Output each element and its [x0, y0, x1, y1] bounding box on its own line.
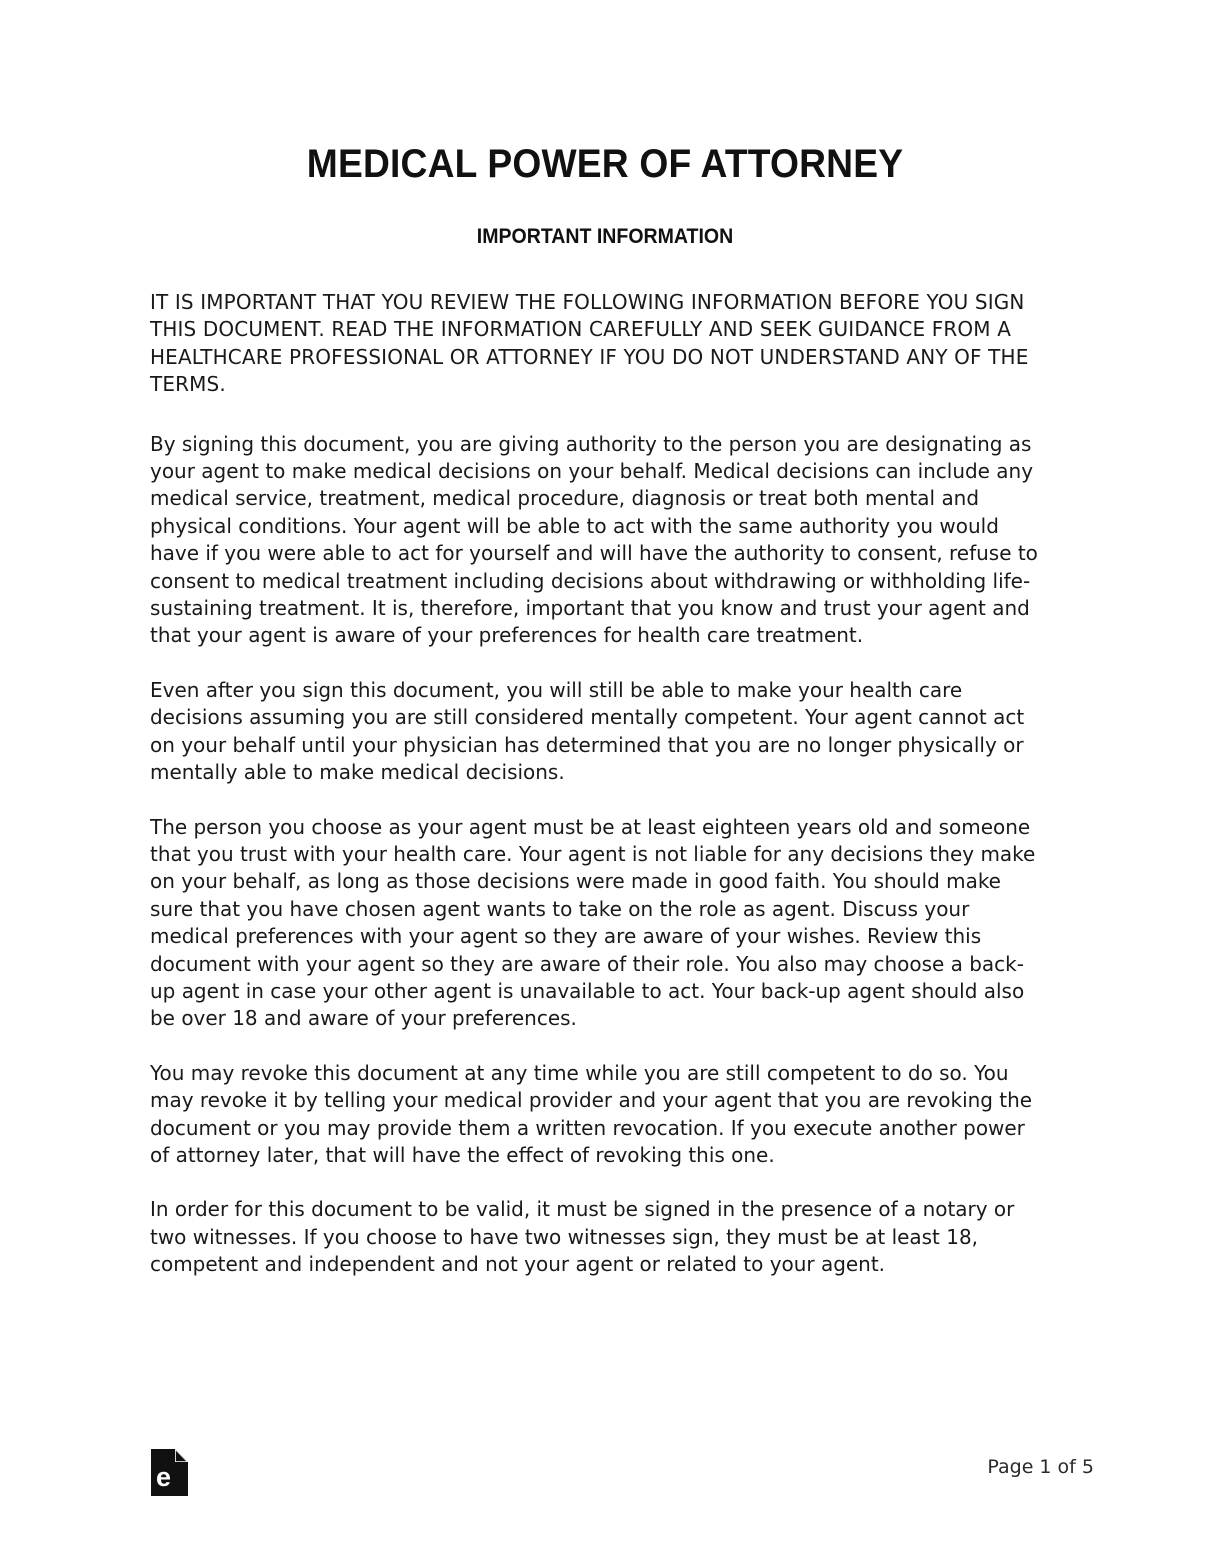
paragraph-choosing-agent: The person you choose as your agent must be at least eighteen years old and someone that you trust with your health care. Your agent is not liable for any decisions they make on your behalf, as long as those decisions were made in good faith. You should make sure that you have chosen agent wants to take on the role as agent. Discuss your medical preferences with your agent so they are aware of your wishes. Review this document with your agent so they are aware of their role. You also may choose a back-up agent in case your other agent is unavailable to act. Your back-up agent should also be over 18 and aware of your preferences. — [150, 814, 1036, 1031]
section-heading-important-information: IMPORTANT INFORMATION — [476, 225, 734, 248]
document-content — [150, 0, 1060, 1279]
page-title: MEDICAL POWER OF ATTORNEY — [306, 142, 904, 186]
page-number-label: Page 1 of 5 — [987, 1456, 1094, 1478]
eforms-document-icon — [151, 1449, 188, 1496]
paragraph-competency: Even after you sign this document, you will still be able to make your health care decisions assuming you are still considered mentally competent. Your agent cannot act on your behalf until your physician has determined that you are no longer physically or mentally able to make medical decisions. — [150, 677, 1025, 785]
paragraph-revocation: You may revoke this document at any time while you are still competent to do so. You may revoke it by telling your medical provider and your agent that you are revoking the document or you may provide them a written revocation. If you execute another power of attorney later, that will have the effect of revoking this one. — [150, 1060, 1033, 1167]
page-footer — [0, 1436, 1207, 1556]
important-notice-text: IT IS IMPORTANT THAT YOU REVIEW THE FOLLOWING INFORMATION BEFORE YOU SIGN THIS DOCUMENT. READ THE INFORMATION CAREFULLY AND SEEK GUIDANCE FROM A HEALTHCARE PROFESSIONAL OR ATTORNEY IF YOU DO NOT UNDERSTAND ANY OF THE TERMS. — [150, 290, 1029, 397]
svg-text:e: e — [155, 1462, 172, 1492]
paragraph-authority-of-agent: By signing this document, you are giving authority to the person you are designating as your agent to make medical decisions on your behalf. Medical decisions can include any medical service, treatment, medical procedure, diagnosis or treat both mental and physical conditions. Your agent will be able to act with the same authority you would have if you were able to act for yourself and will have the authority to consent, refuse to consent to medical treatment including decisions about withdrawing or withholding life-sustaining treatment. It is, therefore, important that you know and trust your agent and that your agent is aware of your preferences for health care treatment. — [150, 431, 1038, 648]
paragraph-validity-witnesses: In order for this document to be valid, it must be signed in the presence of a notary or two witnesses. If you choose to have two witnesses sign, they must be at least 18, competent and independent and not your agent or related to your agent. — [150, 1197, 1015, 1277]
